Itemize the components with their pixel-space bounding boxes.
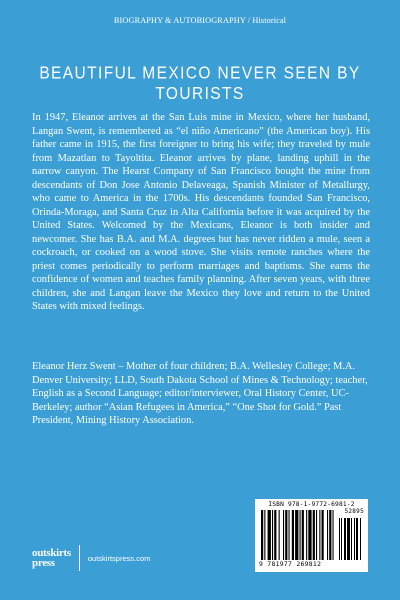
barcode-bar bbox=[285, 510, 287, 560]
barcode-bar bbox=[274, 510, 276, 560]
headline: BEAUTIFUL MEXICO NEVER SEEN BY TOURISTS bbox=[39, 63, 361, 104]
barcode-bar bbox=[264, 510, 265, 560]
logo-line-1: outskirts bbox=[32, 547, 71, 559]
barcode-bar bbox=[319, 510, 320, 560]
price-bar bbox=[344, 518, 346, 560]
price-bar bbox=[354, 518, 355, 560]
barcode-bar bbox=[302, 510, 304, 560]
barcode-bar bbox=[289, 510, 290, 560]
barcode-bar bbox=[279, 510, 280, 560]
barcode-bar bbox=[308, 510, 311, 560]
barcode-bar bbox=[295, 510, 298, 560]
barcode-bar bbox=[292, 510, 294, 560]
price-code: 52895 bbox=[344, 508, 364, 515]
barcode-bar bbox=[322, 510, 324, 560]
author-bio: Eleanor Herz Swent – Mother of four children; B.A. Wellesley College; M.A. Denver University; LLD, South Dakota School of Mines & Technology; teacher, English as a Second Language; editor/interviewer, Oral History Center, UC-Berkeley; author “Asian Refugees in America,” “One Shot for Gold.” Past President, Mining History Association. bbox=[32, 361, 368, 426]
barcode-digits bbox=[259, 508, 364, 568]
publisher-logo bbox=[32, 548, 71, 568]
price-bar bbox=[356, 518, 358, 560]
barcode-bar bbox=[306, 510, 307, 560]
barcode-bar bbox=[272, 510, 273, 560]
price-bar bbox=[339, 518, 340, 560]
price-bar bbox=[351, 518, 352, 560]
publisher-divider bbox=[79, 545, 80, 571]
barcode-bar bbox=[261, 510, 263, 560]
price-bar bbox=[341, 518, 342, 560]
barcode-bar bbox=[268, 510, 271, 560]
publisher-website: outskirtspress.com bbox=[87, 553, 151, 563]
ean-digits: 9 781977 269812 bbox=[259, 560, 322, 568]
barcode-bar bbox=[313, 510, 315, 560]
barcode-bar bbox=[327, 510, 328, 560]
barcode-panel bbox=[255, 499, 368, 572]
isbn-text: ISBN 978-1-9772-6981-2 bbox=[268, 501, 355, 508]
barcode-bars-icon bbox=[261, 510, 362, 560]
barcode-bar bbox=[329, 510, 331, 560]
barcode-bar bbox=[283, 510, 284, 560]
logo-line-2: press bbox=[32, 557, 55, 569]
book-description: In 1947, Eleanor arrives at the San Luis mine in Mexico, where her husband, Langan Swent, is remembered as “el niño Americano” (the American boy). His father came in 1915, the first foreigner to bring his wife; they traveled by mule from Mazatlan to Tayoltita. Eleanor arrives by plane, landing uphill in the narrow canyon. The Hearst Company of San Francisco bought the mine from descendants of Don Jose Antonio Delaveaga, Spanish Minister of Metallurgy, who came to America in the 1700s. His descendants founded San Francisco, Orinda-Moraga, and Santa Cruz in Alta California before it was acquired by the United States. Welcomed by the Mexicans, Eleanor is both insider and newcomer. She has B.A. and M.A. degrees but has never ridden a mule, seen a cockroach, or cooked on a wood stove. She visits remote ranches where the priest comes periodically to perform marriages and baptisms. She earns the confidence of women and teaches family planning. After seven years, with three children, she and Langan leave the Mexico they love and return to the United States with mixed feelings. bbox=[32, 112, 370, 312]
barcode-bar bbox=[300, 510, 301, 560]
publisher-block bbox=[32, 543, 150, 573]
price-bar bbox=[360, 518, 361, 560]
barcode-bar bbox=[316, 510, 317, 560]
price-bar bbox=[347, 518, 350, 560]
barcode-bar bbox=[333, 510, 334, 560]
category-label: BIOGRAPHY & AUTOBIOGRAPHY / Historical bbox=[113, 16, 287, 25]
